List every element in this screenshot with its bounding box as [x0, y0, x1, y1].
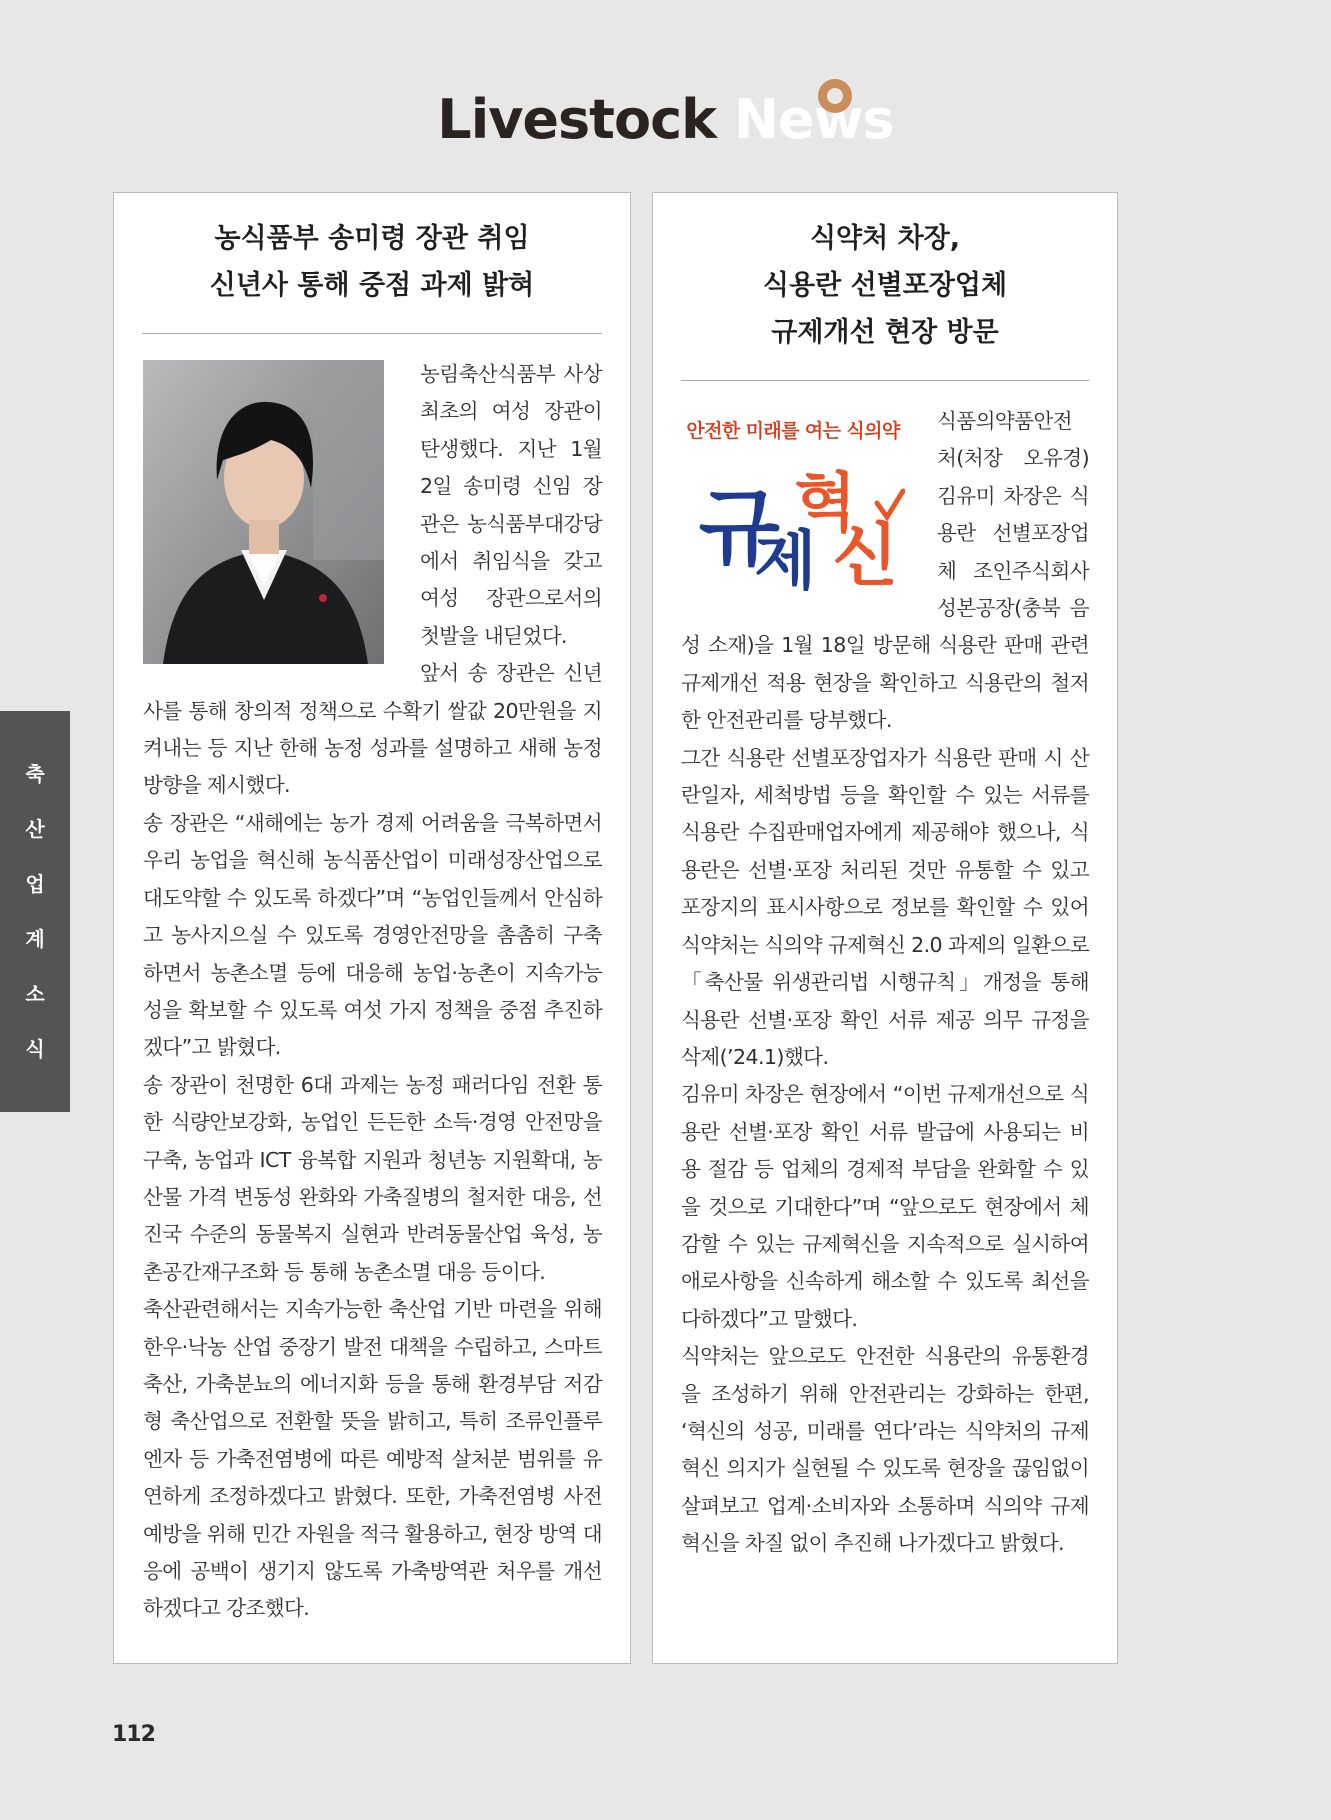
article-body: [681, 403, 1089, 1563]
title-divider: [681, 380, 1089, 381]
logo-char: 제: [754, 525, 816, 599]
logo-tagline: 안전한 미래를 여는 식의약: [686, 420, 900, 442]
check-icon: [877, 491, 903, 517]
logo-char: 신: [832, 517, 898, 596]
page-number: 112: [112, 1722, 155, 1747]
title-divider: [142, 333, 602, 334]
masthead-title: [0, 88, 1331, 151]
article-title: 농식품부 송미령 장관 취임 신년사 통해 중점 과제 밝혀: [209, 223, 535, 301]
side-tab-char: 축: [25, 761, 45, 786]
article-paragraph: 앞서 송 장관은 신년사를 통해 창의적 정책으로 수확기 쌀값 20만원을 지켜내는 등 지난 한해 농정 성과를 설명하고 새해 농정방향을 제시했다.: [143, 661, 602, 798]
side-tab-char: 소: [25, 981, 45, 1006]
portrait-icon: [143, 360, 384, 664]
side-tab-char: 식: [25, 1036, 45, 1061]
side-tab-char: 업: [25, 871, 45, 896]
article-paragraph: 식약처는 앞으로도 안전한 식용란의 유통환경을 조성하기 위해 안전관리는 강화하는 한편, ‘혁신의 성공, 미래를 연다’라는 식약처의 규제혁신 의지가 실현될 수 있도록 현장을 끊임없이 살펴보고 업계·소비자와 소통하며 식의약 규제혁신을 차질 없이 추진해 나가겠다고 밝혔다.: [681, 1344, 1089, 1556]
article-paragraph: 축산관련해서는 지속가능한 축산업 기반 마련을 위해 한우·낙농 산업 중장기 발전 대책을 수립하고, 스마트 축산, 가축분뇨의 에너지화 등을 통해 환경부담 저감형 축산업으로 전환할 뜻을 밝히고, 특히 조류인플루엔자 등 가축전염병에 따른 예방적 살처분 범위를 유연하게 조정하겠다고 밝혔다. 또한, 가축전염병 사전예방을 위해 민간 자원을 적극 활용하고, 현장 방역 대응에 공백이 생기지 않도록 가축방역관 처우를 개선하겠다고 강조했다.: [143, 1297, 602, 1621]
article-body: [143, 356, 602, 1628]
article-paragraph: 식품의약품안전처(처장 오유경) 김유미 차장은 식용란 선별포장업체 조인주식회사 성본공장(충북 음성 소재)을 1월 18일 방문해 식용란 판매 관련 규제개선 적용 현장을 확인하고 식용란의 철저한 안전관리를 당부했다.: [681, 409, 1089, 733]
regulatory-innovation-logo-icon: [681, 407, 905, 603]
article-paragraph: 송 장관은 “새해에는 농가 경제 어려움을 극복하면서 우리 농업을 혁신해 농식품산업이 미래성장산업으로 대도약할 수 있도록 하겠다”며 “농업인들께서 안심하고 농사지으실 수 있도록 경영안전망을 촘촘히 구축하면서 농촌소멸 등에 대응해 농업·농촌이 지속가능성을 확보할 수 있도록 여섯 가지 정책을 중점 추진하겠다”고 밝혔다.: [143, 810, 602, 1060]
masthead-ring-icon: [818, 79, 852, 113]
article-paragraph: 농림축산식품부 사상 최초의 여성 장관이 탄생했다. 지난 1월 2일 송미령 신임 장관은 농식품부대강당에서 취임식을 갖고 여성 장관으로서의 첫발을 내딛었다.: [420, 362, 602, 648]
logo-char: 혁: [794, 467, 856, 541]
article-paragraph: 송 장관이 천명한 6대 과제는 농정 패러다임 전환 통한 식량안보강화, 농업인 든든한 소득·경영 안전망을 구축, 농업과 ICT 융복합 지원과 청년농 지원확대, 농산물 가격 변동성 완화와 가축질병의 철저한 대응, 선진국 수준의 동물복지 실현과 반려동물산업 육성, 농촌공간재구조화 등 통해 농촌소멸 대응 등이다.: [143, 1072, 602, 1284]
article-title: 식약처 차장, 식용란 선별포장업체 규제개선 현장 방문: [762, 223, 1008, 348]
section-side-tab: [0, 711, 70, 1112]
minister-portrait-photo: [143, 360, 384, 664]
side-tab-char: 산: [25, 816, 45, 841]
logo-char: 규: [698, 479, 780, 577]
masthead-word-news: News: [733, 88, 894, 151]
masthead-word-livestock: Livestock: [437, 88, 717, 151]
article-paragraph: 그간 식용란 선별포장업자가 식용란 판매 시 산란일자, 세척방법 등을 확인할 수 있는 서류를 식용란 수집판매업자에게 제공해야 했으나, 식용란은 선별·포장 처리된 것만 유통할 수 있고 포장지의 표시사항으로 정보를 확인할 수 있어 식약처는 식의약 규제혁신 2.0 과제의 일환으로 「축산물 위생관리법 시행규칙」개정을 통해 식용란 선별·포장 확인 서류 제공 의무 규정을 삭제(’24.1)했다.: [681, 745, 1089, 1069]
article-card-minister: [113, 192, 631, 1664]
side-tab-char: 계: [25, 926, 45, 951]
regulatory-innovation-logo: [681, 407, 905, 603]
article-card-mfds: [652, 192, 1118, 1664]
article-paragraph: 김유미 차장은 현장에서 “이번 규제개선으로 식용란 선별·포장 확인 서류 발급에 사용되는 비용 절감 등 업체의 경제적 부담을 완화할 수 있을 것으로 기대한다”며 “앞으로도 현장에서 체감할 수 있는 규제혁신을 지속적으로 실시하여 애로사항을 신속하게 해소할 수 있도록 최선을 다하겠다”고 말했다.: [681, 1082, 1089, 1331]
